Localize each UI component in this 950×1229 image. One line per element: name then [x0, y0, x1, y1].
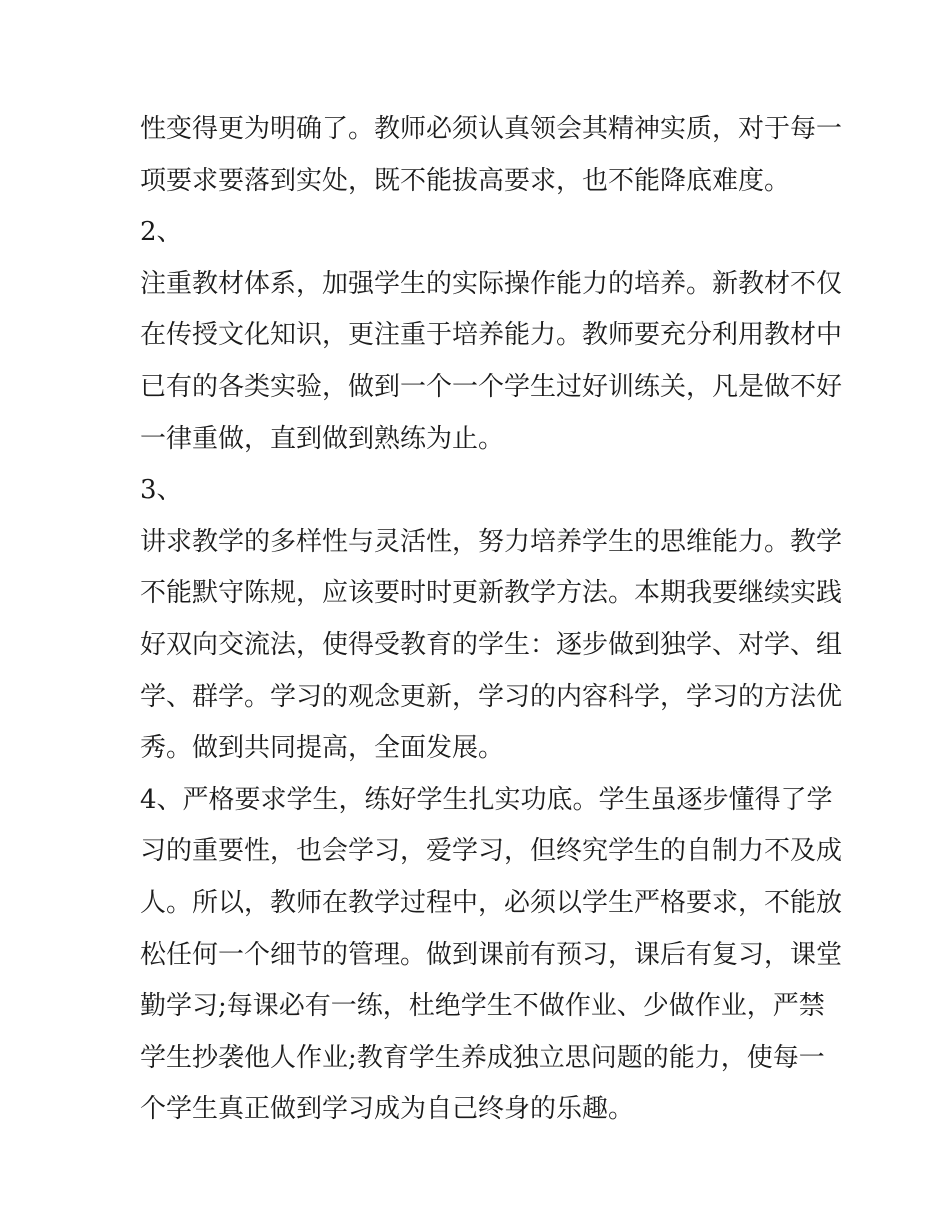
text-line: 4、严格要求学生，练好学生扎实功底。学生虽逐步懂得了学 — [140, 784, 833, 815]
text-line: 项要求要落到实处，既不能拔高要求，也不能降底难度。 — [140, 165, 791, 196]
text-line: 勤学习;每课必有一练，杜绝学生不做作业、少做作业，严禁 — [140, 991, 825, 1022]
text-line: 注重教材体系，加强学生的实际操作能力的培养。新教材不仅 — [140, 268, 843, 299]
text-line: 讲求教学的多样性与灵活性，努力培养学生的思维能力。教学 — [140, 526, 843, 557]
text-line: 人。所以，教师在教学过程中，必须以学生严格要求，不能放 — [140, 887, 843, 918]
text-line: 习的重要性，也会学习，爱学习，但终究学生的自制力不及成 — [140, 836, 843, 867]
document-body — [140, 104, 843, 1136]
text-line: 好双向交流法，使得受教育的学生：逐步做到独学、对学、组 — [140, 629, 843, 660]
text-line: 已有的各类实验，做到一个一个学生过好训练关，凡是做不好 — [140, 371, 843, 402]
text-line: 不能默守陈规，应该要时时更新教学方法。本期我要继续实践 — [140, 578, 843, 609]
text-line: 学生抄袭他人作业;教育学生养成独立思问题的能力，使每一 — [140, 1042, 825, 1073]
text-line: 学、群学。学习的观念更新，学习的内容科学，学习的方法优 — [140, 681, 843, 712]
text-line: 一律重做，直到做到熟练为止。 — [140, 423, 505, 454]
section-number: 3、 — [140, 475, 183, 506]
text-line: 秀。做到共同提高，全面发展。 — [140, 733, 505, 764]
text-line: 在传授文化知识，更注重于培养能力。教师要充分利用教材中 — [140, 320, 843, 351]
text-line: 性变得更为明确了。教师必须认真领会其精神实质，对于每一 — [140, 114, 843, 144]
text-line: 松任何一个细节的管理。做到课前有预习，课后有复习，课堂 — [140, 939, 843, 970]
text-line: 个学生真正做到学习成为自己终身的乐趣。 — [140, 1094, 635, 1125]
section-number: 2、 — [140, 217, 183, 248]
